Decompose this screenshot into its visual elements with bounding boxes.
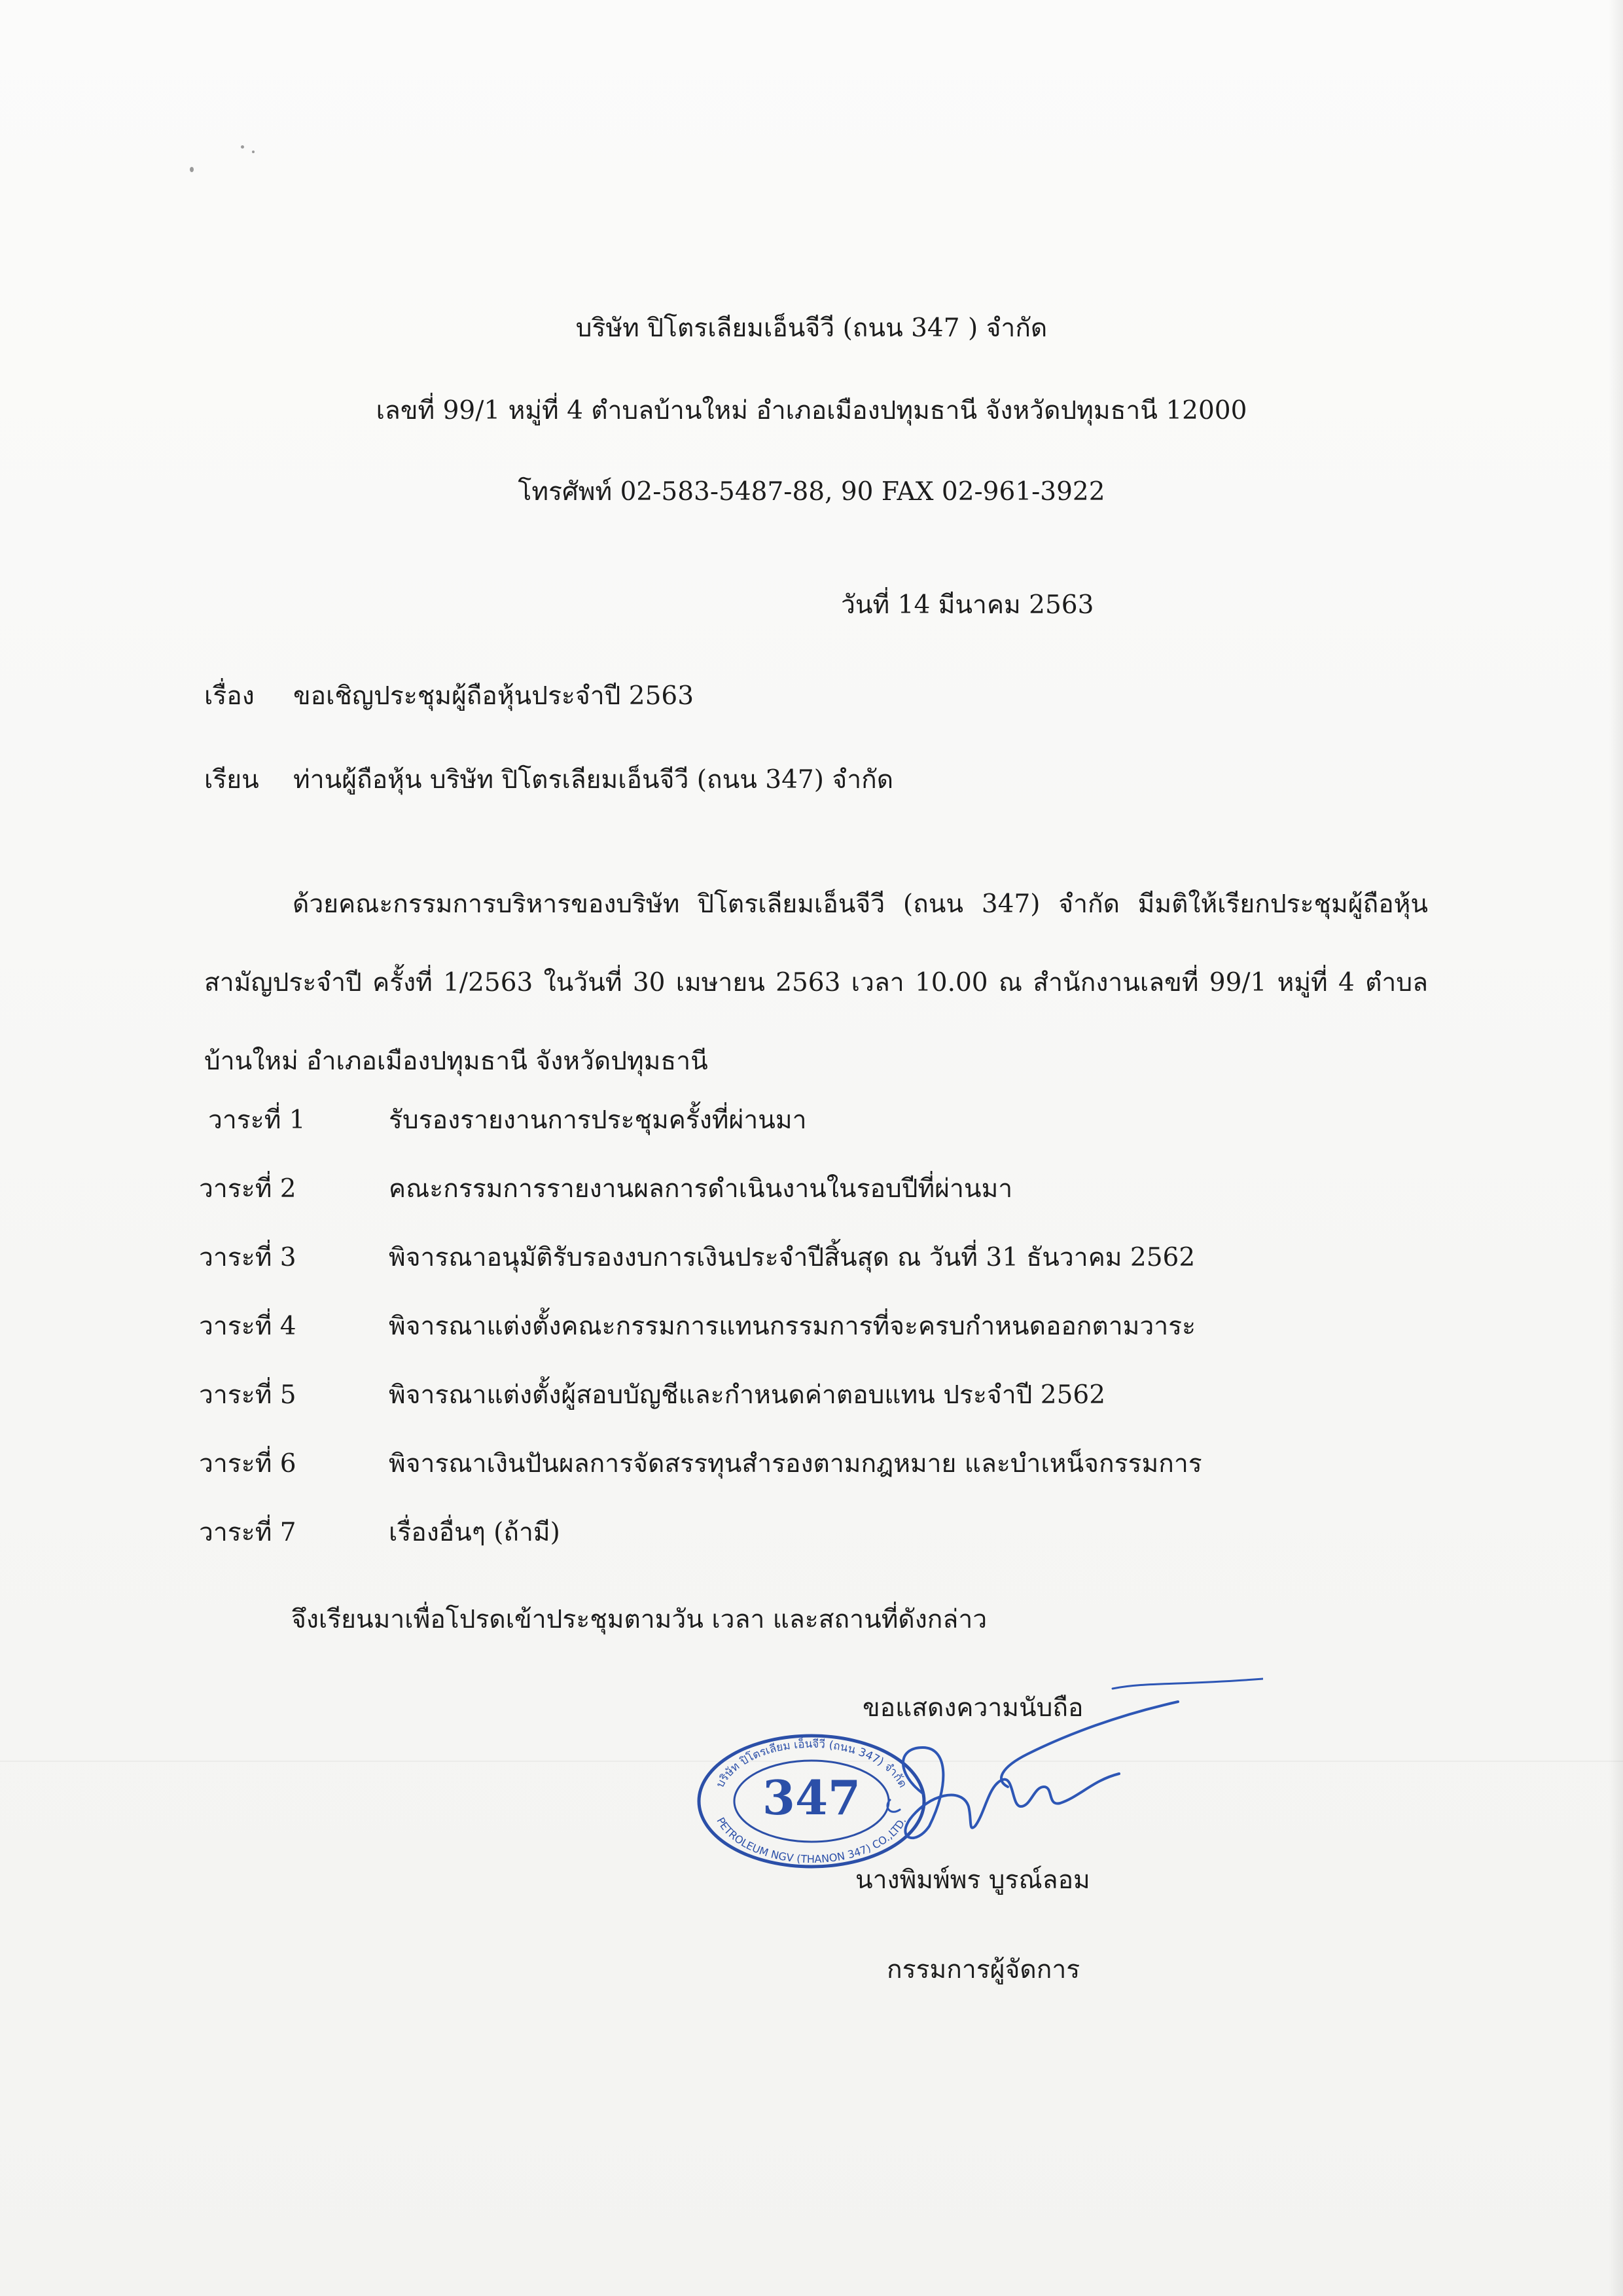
agenda-number: วาระที่ 7	[199, 1518, 296, 1547]
agenda-number: วาระที่ 1	[208, 1105, 306, 1135]
body-paragraph: ด้วยคณะกรรมการบริหารของบริษัท ปิโตรเลียมเอ็นจีวี (ถนน 347) จำกัด มีมติให้เรียกประชุมผู้ถือหุ้นสามัญประจำปี ครั้งที่ 1/2563 ในวันที่ 30 เมษายน 2563 เวลา 10.00 ณ สำนักงานเลขที่ 99/1 หมู่ที่ 4 ตำบลบ้านใหม่ อำเภอเมืองปทุมธานี จังหวัดปทุมธานี	[204, 889, 1428, 1076]
signer-name: นางพิมพ์พร บูรณ์ลอม	[855, 1865, 1090, 1895]
recipient-text: ท่านผู้ถือหุ้น บริษัท ปิโตรเลียมเอ็นจีวี (ถนน 347) จำกัด	[293, 765, 894, 795]
scan-edge	[1609, 0, 1623, 2296]
stamp-bottom-text: PETROLEUM NGV (THANON 347) CO.,LTD.	[714, 1815, 909, 1866]
signer-title: กรรมการผู้จัดการ	[887, 1955, 1080, 1984]
subject-label: เรื่อง	[204, 681, 255, 711]
stamp-number: 347	[762, 1770, 861, 1825]
regards-text: ขอแสดงความนับถือ	[863, 1693, 1084, 1723]
signature	[870, 1676, 1263, 1872]
agenda-number: วาระที่ 5	[199, 1380, 296, 1410]
agenda-number: วาระที่ 3	[199, 1243, 296, 1272]
company-name: บริษัท ปิโตรเลียมเอ็นจีวี (ถนน 347 ) จำกัด	[575, 314, 1048, 343]
agenda-number: วาระที่ 4	[199, 1312, 296, 1341]
agenda-number: วาระที่ 2	[199, 1174, 296, 1204]
agenda-text: รับรองรายงานการประชุมครั้งที่ผ่านมา	[389, 1105, 807, 1135]
agenda-number: วาระที่ 6	[199, 1449, 296, 1479]
scan-speck	[241, 145, 244, 149]
recipient-label: เรียน	[204, 765, 259, 795]
agenda-text: พิจารณาแต่งตั้งคณะกรรมการแทนกรรมการที่จะครบกำหนดออกตามวาระ	[389, 1312, 1196, 1341]
agenda-text: คณะกรรมการรายงานผลการดำเนินงานในรอบปีที่ผ่านมา	[389, 1174, 1013, 1204]
company-address: เลขที่ 99/1 หมู่ที่ 4 ตำบลบ้านใหม่ อำเภอเมืองปทุมธานี จังหวัดปทุมธานี 12000	[376, 396, 1247, 425]
stamp-top-text: บริษัท ปิโตรเลียม เอ็นจีวี (ถนน 347) จำกัด	[713, 1737, 910, 1790]
scan-speck	[190, 167, 194, 172]
subject-text: ขอเชิญประชุมผู้ถือหุ้นประจำปี 2563	[293, 681, 694, 711]
company-phone: โทรศัพท์ 02-583-5487-88, 90 FAX 02-961-3922	[518, 477, 1105, 507]
agenda-text: พิจารณาเงินปันผลการจัดสรรทุนสำรองตามกฎหมาย และบำเหน็จกรรมการ	[389, 1449, 1202, 1479]
agenda-text: พิจารณาแต่งตั้งผู้สอบบัญชีและกำหนดค่าตอบแทน ประจำปี 2562	[389, 1380, 1106, 1410]
agenda-text: เรื่องอื่นๆ (ถ้ามี)	[389, 1518, 560, 1547]
letter-date: วันที่ 14 มีนาคม 2563	[841, 590, 1094, 620]
closing-line: จึงเรียนมาเพื่อโปรดเข้าประชุมตามวัน เวลา และสถานที่ดังกล่าว	[291, 1605, 988, 1634]
scan-speck	[252, 151, 255, 153]
agenda-text: พิจารณาอนุมัติรับรองงบการเงินประจำปีสิ้นสุด ณ วันที่ 31 ธันวาคม 2562	[389, 1243, 1196, 1272]
